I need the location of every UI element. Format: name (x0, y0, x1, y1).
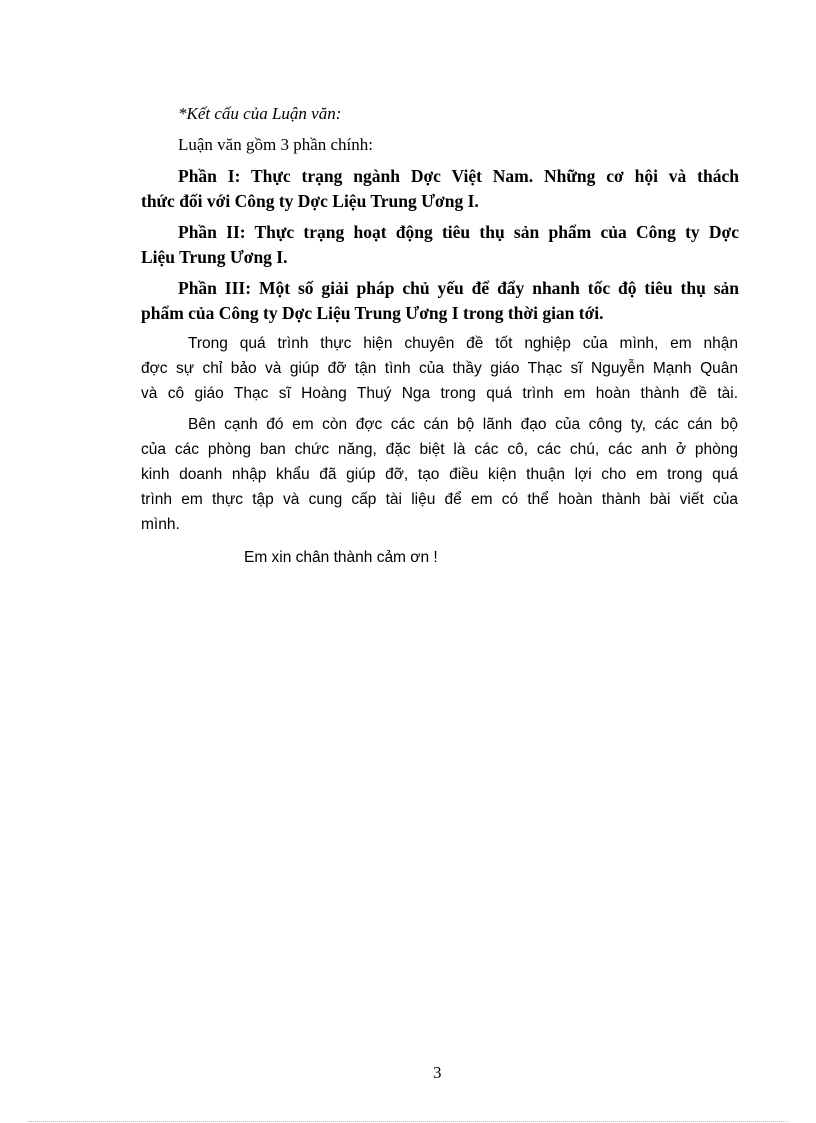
part-1-line-1: Phần I: Thực trạng ngành Dợc Việt Nam. Những cơ hội và thách (178, 166, 739, 186)
thanks-line: Em xin chân thành cảm ơn ! (244, 549, 438, 566)
paragraph-2-line-3: kinh doanh nhập khẩu đã giúp đỡ, tạo điều kiện thuận lợi cho em trong quá (141, 466, 738, 483)
paragraph-2-line-1: Bên cạnh đó em còn đợc các cán bộ lãnh đạo của công ty, các cán bộ (188, 416, 738, 433)
part-2-line-2: Liệu Trung Ương I. (141, 247, 288, 267)
footer-divider (28, 1121, 788, 1122)
part-1-line-2: thức đối với Công ty Dợc Liệu Trung Ương I. (141, 191, 479, 211)
paragraph-1-line-2: đợc sự chỉ bảo và giúp đỡ tận tình của thầy giáo Thạc sĩ Nguyễn Mạnh Quân (141, 360, 738, 377)
part-3-line-1: Phần III: Một số giải pháp chủ yếu để đẩy nhanh tốc độ tiêu thụ sản (178, 278, 739, 298)
part-2-line-1: Phần II: Thực trạng hoạt động tiêu thụ sản phẩm của Công ty Dợc (178, 222, 739, 242)
paragraph-2-line-4: trình em thực tập và cung cấp tài liệu để em có thể hoàn thành bài viết của (141, 491, 738, 508)
page-number: 3 (433, 1063, 442, 1082)
paragraph-2-line-5: mình. (141, 516, 180, 533)
structure-heading: *Kết cấu của Luận văn: (178, 104, 342, 123)
paragraph-2-line-2: của các phòng ban chức năng, đặc biệt là các cô, các chú, các anh ở phòng (141, 441, 738, 458)
paragraph-1-line-1: Trong quá trình thực hiện chuyên đề tốt nghiệp của mình, em nhận (188, 335, 738, 352)
paragraph-1-line-3: và cô giáo Thạc sĩ Hoàng Thuý Nga trong quá trình em hoàn thành đề tài. (141, 385, 738, 402)
intro-line: Luận văn gồm 3 phần chính: (178, 135, 373, 154)
part-3-line-2: phẩm của Công ty Dợc Liệu Trung Ương I trong thời gian tới. (141, 303, 604, 323)
